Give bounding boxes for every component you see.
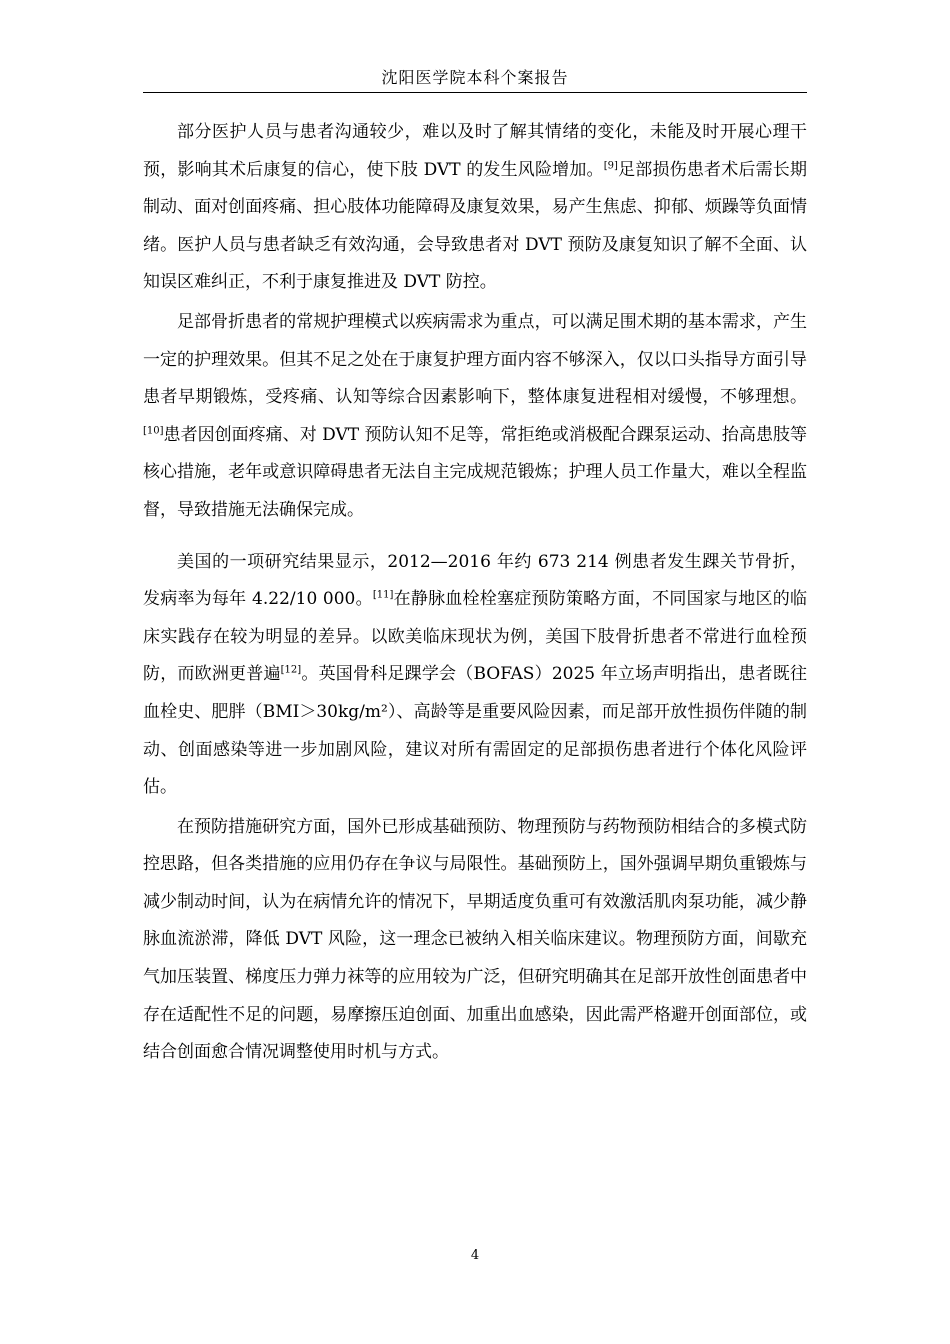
paragraph-routine-nursing	[143, 304, 807, 530]
citation-ref: [12]	[280, 664, 302, 676]
paragraph-text: 患者因创面疼痛、对 DVT 预防认知不足等，常拒绝或消极配合踝泵运动、抬高患肢等核心措施，老年或意识障碍患者无法自主完成规范锻炼；护理人员工作量大，难以全程监督，导致措施无法确保完成。	[143, 424, 807, 520]
citation-ref: [10]	[143, 425, 164, 437]
report-body	[143, 114, 807, 1072]
paragraph-prevention-measures	[143, 809, 807, 1072]
paragraph-psychological-care	[143, 114, 807, 302]
paragraph-text: 。英国骨科足踝学会（BOFAS）2025 年立场声明指出，患者既往血栓史、肥胖（BMI＞30kg/m²）、高龄等是重要风险因素，而足部开放性损伤伴随的制动、创面感染等进一步加剧风险，建议对所有需固定的足部损伤患者进行个体化风险评估。	[143, 664, 808, 798]
paragraph-text: 在预防措施研究方面，国外已形成基础预防、物理预防与药物预防相结合的多模式防控思路，但各类措施的应用仍存在争议与局限性。基础预防上，国外强调早期负重锻炼与减少制动时间，认为在病情允许的情况下，早期适度负重可有效激活肌肉泵功能，减少静脉血流淤滞，降低 DVT 风险，这一理念已被纳入相关临床建议。物理预防方面，间歇充气加压装置、梯度压力弹力袜等的应用较为广泛，但研究明确其在足部开放性创面患者中存在适配性不足的问题，易摩擦压迫创面、加重出血感染，因此需严格避开创面部位，或结合创面愈合情况调整使用时机与方式。	[143, 816, 807, 1063]
header-title: 沈阳医学院本科个案报告	[381, 68, 569, 87]
paragraph-text: 足部骨折患者的常规护理模式以疾病需求为重点，可以满足围术期的基本需求，产生一定的护理效果。但其不足之处在于康复护理方面内容不够深入，仅以口头指导方面引导患者早期锻炼，受疼痛、认知等综合因素影响下，整体康复进程相对缓慢，不够理想。	[143, 311, 807, 408]
paragraph-text: 部分医护人员与患者沟通较少，难以及时了解其情绪的变化，未能及时开展心理干预，影响其术后康复的信心，使下肢 DVT 的发生风险增加。	[143, 122, 807, 180]
citation-ref: [11]	[372, 589, 394, 601]
page-header	[143, 64, 807, 93]
citation-ref: [9]	[603, 159, 618, 171]
paragraph-foreign-epidemiology	[143, 544, 807, 807]
paragraph-text: 在静脉血栓栓塞症预防策略方面，不同国家与地区的临床实践存在较为明显的差异。以欧美临床现状为例，美国下肢骨折患者不常进行血栓预防，而欧洲更普遍	[143, 589, 808, 685]
page-number: 4	[470, 1248, 480, 1263]
paragraph-text: 美国的一项研究结果显示，2012—2016 年约 673 214 例患者发生踝关节骨折，发病率为每年 4.22/10 000。	[143, 551, 807, 610]
paragraph-text: 足部损伤患者术后需长期制动、面对创面疼痛、担心肢体功能障碍及康复效果，易产生焦虑、抑郁、烦躁等负面情绪。医护人员与患者缺乏有效沟通，会导致患者对 DVT 预防及康复知识了解不全面、认知误区难纠正，不利于康复推进及 DVT 防控。	[143, 159, 807, 293]
